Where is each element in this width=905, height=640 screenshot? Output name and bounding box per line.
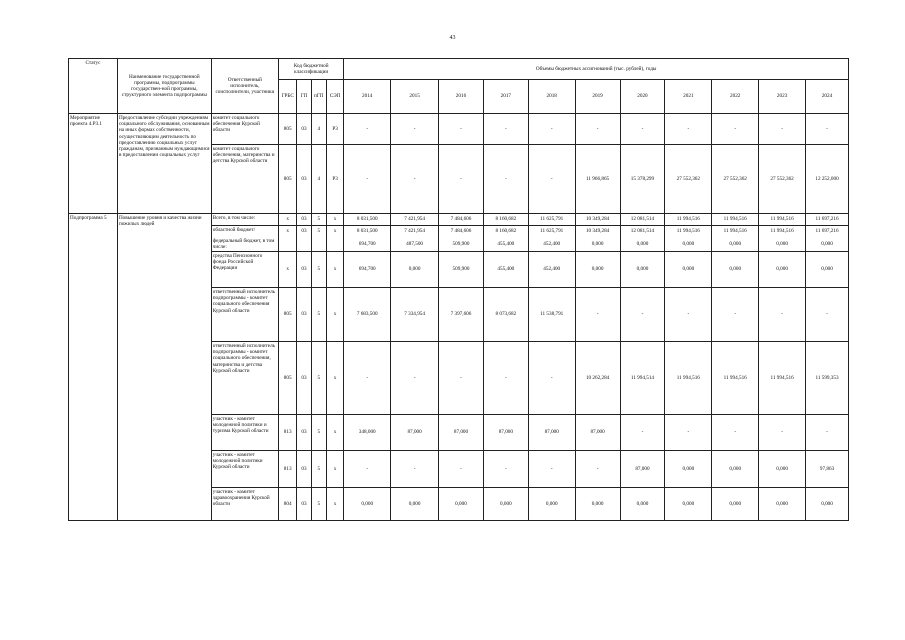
row-value: 11 994,516 (712, 226, 759, 237)
row-value: 7 484,606 (439, 226, 484, 237)
row-value: - (575, 288, 620, 342)
row-value: 0,000 (759, 488, 806, 521)
row-executor: областной бюджет/ (211, 226, 278, 237)
row-value: 8 031,500 (344, 226, 391, 237)
row-value: 7 683,500 (344, 288, 391, 342)
row-value: 11 994,516 (759, 214, 806, 226)
row-status: Подпрограмма 5 (69, 214, 118, 521)
row-value: 10 349,284 (575, 214, 620, 226)
row-value: 452,400 (528, 237, 575, 252)
row-value: 11 994,516 (712, 342, 759, 415)
budget-table (68, 58, 849, 521)
row-value: 27 552,362 (759, 145, 806, 214)
row-value: - (439, 145, 484, 214)
row-value: - (528, 114, 575, 145)
row-value: - (483, 145, 528, 214)
header-status: Статус (69, 59, 118, 114)
row-code: 4 (311, 145, 326, 214)
row-code: 805 (279, 114, 297, 145)
header-year: 2021 (665, 80, 712, 114)
row-code: 5 (311, 415, 326, 451)
row-value: 7 334,954 (391, 288, 439, 342)
row-value: 509,900 (439, 252, 484, 288)
row-name: Предоставление субсидии учреждениям социального обслуживания, основанным на иных формах собственности, осуществляющим деятельность по предоставлению социальных услуг гражданам, признанным нуждающимися в предоставлении социальных услуг (117, 114, 211, 214)
row-value: 87,000 (439, 415, 484, 451)
row-value: - (528, 451, 575, 488)
row-value: 0,000 (806, 252, 849, 288)
row-executor: Всего, в том числе: (211, 214, 278, 226)
row-value: - (483, 451, 528, 488)
row-code (279, 237, 297, 252)
row-value: - (439, 451, 484, 488)
row-value: - (620, 415, 665, 451)
row-value: - (665, 288, 712, 342)
row-value: 0,000 (712, 237, 759, 252)
row-status: Мероприятие проекта 4.P3.1 (69, 114, 118, 214)
row-code: x (326, 342, 343, 415)
row-value: 8 073,682 (483, 288, 528, 342)
row-code: x (326, 288, 343, 342)
row-code: 03 (297, 114, 311, 145)
row-value: 452,400 (528, 252, 575, 288)
page-number: 43 (449, 35, 456, 41)
row-value: 11 599,353 (806, 342, 849, 415)
header-code-col: ГП (297, 80, 311, 114)
row-value: 11 994,516 (759, 226, 806, 237)
row-value: 27 552,362 (712, 145, 759, 214)
row-value: - (712, 415, 759, 451)
row-code: 805 (279, 342, 297, 415)
row-code: x (326, 214, 343, 226)
row-value: - (391, 114, 439, 145)
header-volumes-group: Объемы бюджетных ассигнований (тыс. рублей), годы (344, 59, 849, 80)
header-year: 2016 (439, 80, 484, 114)
row-value: 0,000 (344, 488, 391, 521)
row-code: 805 (279, 288, 297, 342)
row-value: - (439, 342, 484, 415)
row-code: 5 (311, 226, 326, 237)
row-value: 0,000 (575, 252, 620, 288)
row-executor: комитет социального обеспечения, материнства и детства Курской области (211, 145, 278, 214)
row-value: 12 081,514 (620, 214, 665, 226)
row-code: P3 (326, 145, 343, 214)
header-name: Наименование государственной программы, подпрограммы государствен-ной программы, структурного элемента подпрограммы (117, 59, 211, 114)
header-code-group: Код бюджетной классификации (279, 59, 344, 80)
row-code: x (279, 214, 297, 226)
row-value: 8 031,500 (344, 214, 391, 226)
row-code: 804 (279, 488, 297, 521)
row-value: 11 625,791 (528, 214, 575, 226)
row-value: 0,000 (620, 252, 665, 288)
row-code: x (279, 226, 297, 237)
row-value: 11 697,216 (806, 214, 849, 226)
row-code: 5 (311, 488, 326, 521)
row-value: 12 081,514 (620, 226, 665, 237)
row-code (326, 237, 343, 252)
row-value: 0,000 (665, 488, 712, 521)
row-executor: участник - комитет здравоохранения Курской области (211, 488, 278, 521)
header-year: 2020 (620, 80, 665, 114)
row-value: 11 994,516 (665, 226, 712, 237)
row-value: - (759, 288, 806, 342)
row-code: x (326, 451, 343, 488)
row-code: x (326, 488, 343, 521)
row-value: - (344, 342, 391, 415)
row-code: x (326, 415, 343, 451)
row-value: 509,900 (439, 237, 484, 252)
row-value: - (806, 114, 849, 145)
row-value: 0,000 (575, 488, 620, 521)
row-value: 487,500 (391, 237, 439, 252)
row-value: 11 994,516 (665, 214, 712, 226)
row-value: - (665, 114, 712, 145)
row-value: - (665, 415, 712, 451)
row-value: - (344, 145, 391, 214)
row-code: 5 (311, 451, 326, 488)
row-code: x (326, 252, 343, 288)
header-year: 2024 (806, 80, 849, 114)
row-value: 694,700 (344, 237, 391, 252)
row-code: 4 (311, 114, 326, 145)
row-value: 0,000 (806, 488, 849, 521)
table-row (69, 114, 849, 145)
row-value: 0,000 (759, 451, 806, 488)
row-value: 87,000 (391, 415, 439, 451)
row-value: 455,400 (483, 237, 528, 252)
row-value: 0,000 (528, 488, 575, 521)
row-value: - (575, 451, 620, 488)
row-value: 97,863 (806, 451, 849, 488)
row-value: 0,000 (665, 237, 712, 252)
row-value: - (528, 342, 575, 415)
row-code: 03 (297, 451, 311, 488)
row-value: 0,000 (712, 252, 759, 288)
row-code: 5 (311, 214, 326, 226)
row-executor: федеральный бюджет, в том числе: (211, 237, 278, 252)
row-value: 10 262,284 (575, 342, 620, 415)
row-value: 87,000 (483, 415, 528, 451)
row-value: 455,400 (483, 252, 528, 288)
row-value: 0,000 (759, 237, 806, 252)
row-value: - (712, 288, 759, 342)
row-value: - (759, 114, 806, 145)
row-value: - (344, 451, 391, 488)
row-value: 11 994,516 (759, 342, 806, 415)
row-value: 0,000 (439, 488, 484, 521)
row-value: 0,000 (483, 488, 528, 521)
header-year: 2017 (483, 80, 528, 114)
row-value: 0,000 (391, 488, 439, 521)
row-value: - (806, 415, 849, 451)
row-code: 03 (297, 488, 311, 521)
row-executor: ответственный исполнитель подпрограммы - комитет социального обеспечения, материнства и детства Курской области (211, 342, 278, 415)
row-value: 8 160,682 (483, 226, 528, 237)
header-year: 2022 (712, 80, 759, 114)
row-value: 0,000 (759, 252, 806, 288)
header-year: 2023 (759, 80, 806, 114)
row-code: 813 (279, 415, 297, 451)
row-code: 5 (311, 342, 326, 415)
row-value: 7 421,954 (391, 226, 439, 237)
row-value: 12 252,000 (806, 145, 849, 214)
row-value: 87,000 (575, 415, 620, 451)
row-value: 8 160,682 (483, 214, 528, 226)
row-code: 03 (297, 288, 311, 342)
row-value: - (483, 342, 528, 415)
header-code-col: пГП (311, 80, 326, 114)
row-value: 87,000 (528, 415, 575, 451)
row-value: - (620, 288, 665, 342)
row-value: 10 349,284 (575, 226, 620, 237)
row-code: 03 (297, 226, 311, 237)
header-year: 2015 (391, 80, 439, 114)
row-code: P3 (326, 114, 343, 145)
row-value: 7 421,954 (391, 214, 439, 226)
row-value: 348,000 (344, 415, 391, 451)
header-year: 2019 (575, 80, 620, 114)
row-code: 805 (279, 145, 297, 214)
header-executor: Ответственный исполнитель, соисполнители, участники (211, 59, 278, 114)
row-executor: ответственный исполнитель подпрограммы - комитет социального обеспечения Курской области (211, 288, 278, 342)
row-value: 0,000 (620, 488, 665, 521)
row-value: - (391, 342, 439, 415)
row-value: 0,000 (665, 451, 712, 488)
table-row (69, 214, 849, 226)
row-value: - (759, 415, 806, 451)
row-code: 03 (297, 214, 311, 226)
row-code: 03 (297, 415, 311, 451)
row-code: x (326, 226, 343, 237)
row-value: 11 625,791 (528, 226, 575, 237)
row-value: 0,000 (712, 451, 759, 488)
row-value: 11 994,516 (665, 342, 712, 415)
header-year: 2018 (528, 80, 575, 114)
row-code: 5 (311, 252, 326, 288)
row-value: 7 397,606 (439, 288, 484, 342)
row-value: 11 994,516 (712, 214, 759, 226)
row-value: 11 966,865 (575, 145, 620, 214)
row-value: - (391, 145, 439, 214)
row-executor: средства Пенсионного фонда Российской Федерации (211, 252, 278, 288)
row-value: 0,000 (620, 237, 665, 252)
row-value: - (439, 114, 484, 145)
row-value: 0,000 (391, 252, 439, 288)
row-executor: комитет социального обеспечения Курской области (211, 114, 278, 145)
row-value: - (712, 114, 759, 145)
row-value: - (806, 288, 849, 342)
row-value: 0,000 (806, 237, 849, 252)
row-code (311, 237, 326, 252)
row-code: 03 (297, 252, 311, 288)
row-value: - (391, 451, 439, 488)
header-code-col: ГРБС (279, 80, 297, 114)
row-value: 0,000 (712, 488, 759, 521)
row-value: 11 538,791 (528, 288, 575, 342)
row-value: - (483, 114, 528, 145)
row-executor: участник - комитет молодежной политики и туризма Курской области (211, 415, 278, 451)
row-code: 03 (297, 342, 311, 415)
row-name: Повышение уровня и качества жизни пожилых людей (117, 214, 211, 521)
row-value: 11 994,514 (620, 342, 665, 415)
row-code: x (279, 252, 297, 288)
row-value: 0,000 (575, 237, 620, 252)
row-executor: участник - комитет молодежной политики Курской области (211, 451, 278, 488)
row-code: 5 (311, 288, 326, 342)
header-code-col: СЭП (326, 80, 343, 114)
row-value: - (528, 145, 575, 214)
row-value: - (344, 114, 391, 145)
row-value: 11 697,216 (806, 226, 849, 237)
row-code: 03 (297, 145, 311, 214)
row-value: 15 378,299 (620, 145, 665, 214)
row-value: - (575, 114, 620, 145)
row-code: 813 (279, 451, 297, 488)
row-value: 27 552,362 (665, 145, 712, 214)
row-value: 87,000 (620, 451, 665, 488)
row-value: - (620, 114, 665, 145)
row-value: 0,000 (665, 252, 712, 288)
row-code (297, 237, 311, 252)
row-value: 694,700 (344, 252, 391, 288)
header-year: 2014 (344, 80, 391, 114)
row-value: 7 484,606 (439, 214, 484, 226)
